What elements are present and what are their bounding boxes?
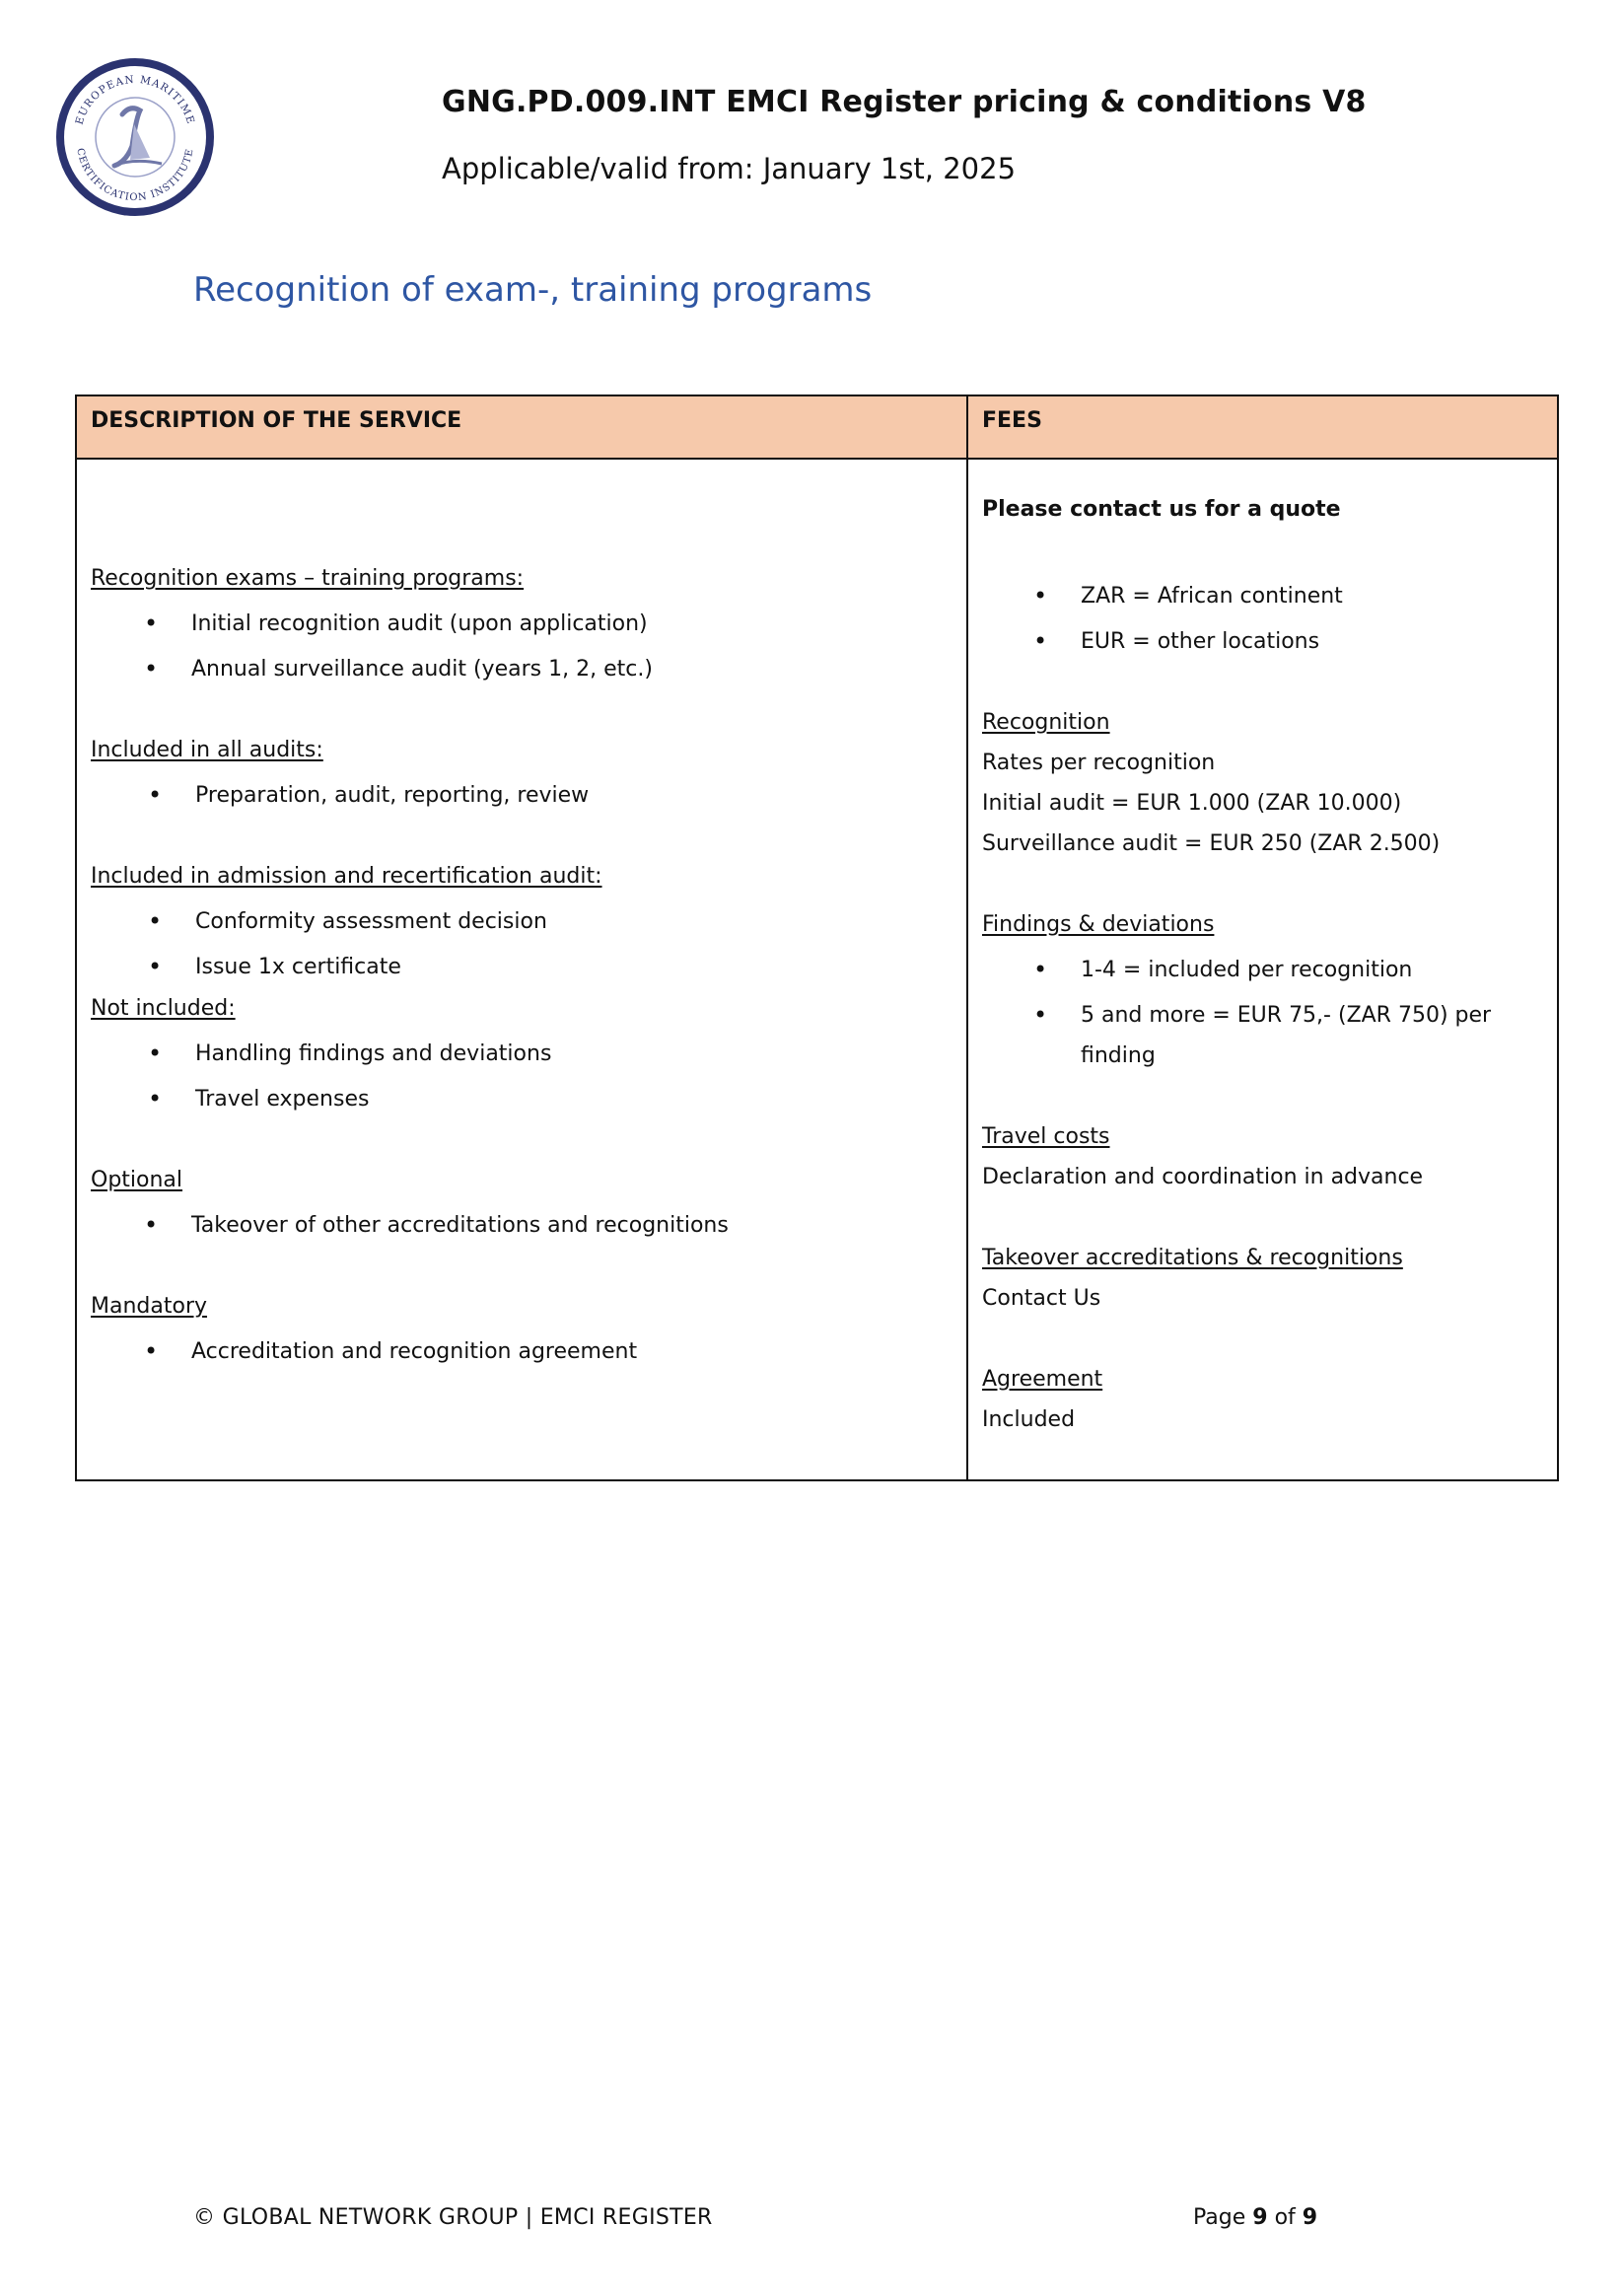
list-item: • Annual surveillance audit (years 1, 2, etc.) <box>191 657 653 682</box>
list-item: • Preparation, audit, reporting, review <box>195 783 589 808</box>
takeover-text: Contact Us <box>982 1286 1101 1311</box>
not-included-heading: Not included: <box>91 996 236 1021</box>
list-item: • Initial recognition audit (upon application) <box>191 611 648 636</box>
agreement-heading: Agreement <box>982 1367 1103 1392</box>
list-item: • 1-4 = included per recognition <box>1081 958 1412 982</box>
column-header-description: DESCRIPTION OF THE SERVICE <box>76 395 967 459</box>
optional-heading: Optional <box>91 1168 183 1192</box>
page-current: 9 <box>1252 2205 1268 2230</box>
list-item: • ZAR = African continent <box>1081 584 1343 609</box>
pricing-table <box>75 395 1559 1481</box>
logo-text-bottom: CERTIFICATION INSTITUTE <box>74 147 196 204</box>
document-title: GNG.PD.009.INT EMCI Register pricing & conditions V8 <box>442 85 1367 119</box>
findings-heading: Findings & deviations <box>982 912 1215 937</box>
page-of: of <box>1267 2205 1303 2230</box>
list-item: • Conformity assessment decision <box>195 909 547 934</box>
travel-costs-text: Declaration and coordination in advance <box>982 1165 1424 1189</box>
contact-quote-text: Please contact us for a quote <box>982 497 1341 522</box>
list-item: • Handling findings and deviations <box>195 1041 551 1066</box>
list-item: • Takeover of other accreditations and recognitions <box>191 1213 729 1238</box>
column-header-fees: FEES <box>967 395 1558 459</box>
valid-from-date: Applicable/valid from: January 1st, 2025 <box>442 152 1017 185</box>
logo-text-top: EUROPEAN MARITIME <box>73 73 197 126</box>
included-admission-heading: Included in admission and recertification audit: <box>91 864 602 889</box>
included-all-heading: Included in all audits: <box>91 738 323 762</box>
list-item: • 5 and more = EUR 75,- (ZAR 750) per <box>1081 1003 1491 1028</box>
fee-line: Rates per recognition <box>982 751 1216 775</box>
table-row <box>76 459 1558 1480</box>
travel-costs-heading: Travel costs <box>982 1124 1110 1149</box>
footer-page-number <box>1193 2205 1317 2230</box>
footer-copyright: © GLOBAL NETWORK GROUP | EMCI REGISTER <box>193 2205 713 2230</box>
page-prefix: Page <box>1193 2205 1253 2230</box>
emci-logo <box>53 55 217 219</box>
agreement-text: Included <box>982 1407 1076 1432</box>
mandatory-heading: Mandatory <box>91 1294 208 1319</box>
takeover-heading: Takeover accreditations & recognitions <box>982 1246 1403 1270</box>
recognition-fees-heading: Recognition <box>982 710 1110 735</box>
list-item: • Accreditation and recognition agreement <box>191 1339 637 1364</box>
list-item: • Issue 1x certificate <box>195 955 401 979</box>
list-item-continuation: finding <box>1081 1043 1156 1068</box>
fee-line: Surveillance audit = EUR 250 (ZAR 2.500) <box>982 831 1441 856</box>
description-cell <box>76 459 967 1480</box>
page-total: 9 <box>1302 2205 1318 2230</box>
table-header-row <box>76 395 1558 459</box>
fee-line: Initial audit = EUR 1.000 (ZAR 10.000) <box>982 791 1402 816</box>
list-item: • Travel expenses <box>195 1087 369 1112</box>
recognition-exams-heading: Recognition exams – training programs: <box>91 566 525 591</box>
section-heading: Recognition of exam-, training programs <box>193 270 873 310</box>
fees-cell <box>967 459 1558 1480</box>
list-item: • EUR = other locations <box>1081 629 1319 654</box>
